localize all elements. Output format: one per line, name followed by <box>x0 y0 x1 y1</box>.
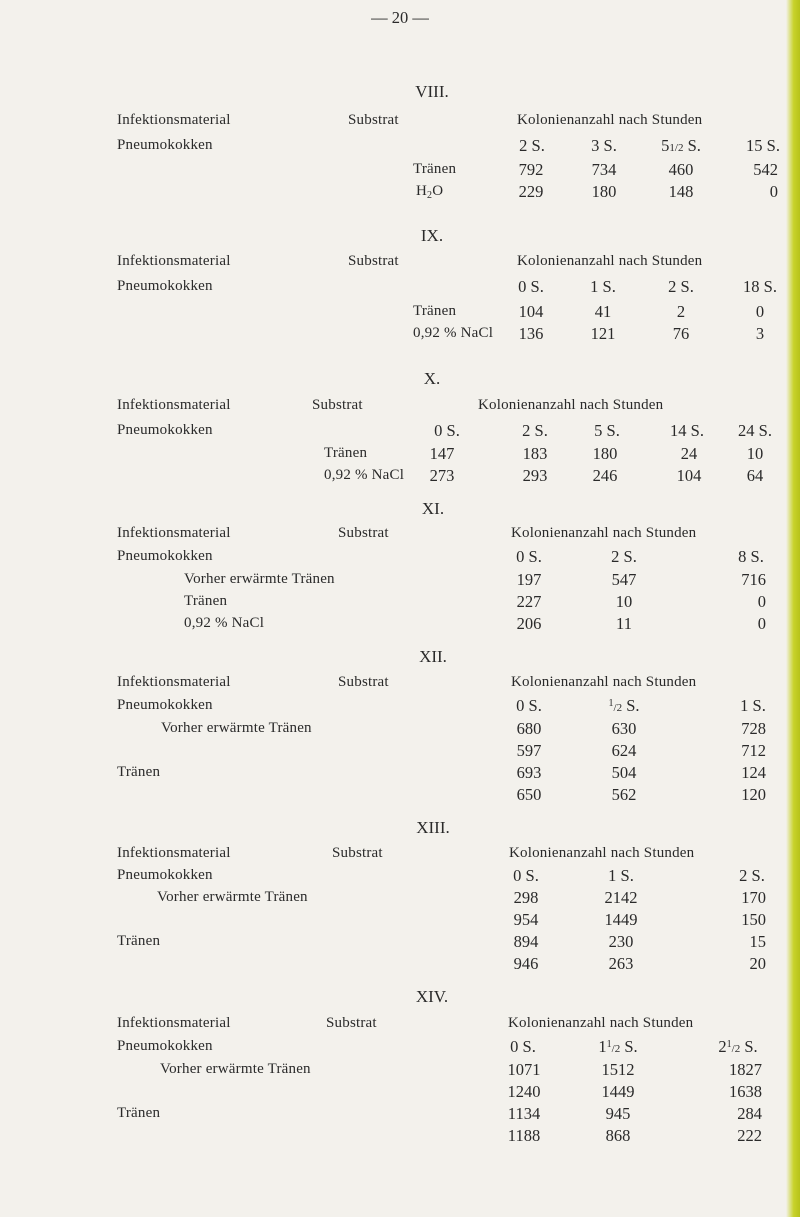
header-substrat: Substrat <box>348 253 399 269</box>
hour-header: 0 S. <box>510 1037 536 1056</box>
substrat-cell: Tränen <box>324 445 368 461</box>
value-cell: 293 <box>522 466 548 485</box>
page-edge <box>786 0 800 1217</box>
page-number: — 20 — <box>371 8 429 27</box>
value-cell: 298 <box>513 888 539 907</box>
header-infektionsmaterial: Infektionsmaterial <box>117 845 231 861</box>
value-cell: 11 <box>616 614 632 633</box>
substrat-cell: Tränen <box>184 593 228 609</box>
hour-header: 0 S. <box>513 866 539 885</box>
hour-header: 0 S. <box>434 421 460 440</box>
substrat-cell: $H_2O$ <box>416 183 444 201</box>
value-cell: 1638 <box>729 1082 762 1101</box>
value-cell: 273 <box>429 466 455 485</box>
value-cell: 206 <box>516 614 542 633</box>
hour-header: 1 S. <box>740 696 766 715</box>
table-title: VIII. <box>415 82 449 101</box>
pneumokokken-label: Pneumokokken <box>117 1038 213 1054</box>
substrat-cell: 0,92 % NaCl <box>184 615 265 631</box>
value-cell: 10 <box>746 444 764 463</box>
value-cell: 716 <box>741 570 766 589</box>
header-infektionsmaterial: Infektionsmaterial <box>117 397 231 413</box>
pneumokokken-label: Pneumokokken <box>117 867 213 883</box>
value-cell: 3 <box>755 324 765 343</box>
value-cell: 136 <box>518 324 544 343</box>
pneumokokken-label: Pneumokokken <box>117 278 213 294</box>
hour-header: 1 S. <box>608 866 634 885</box>
value-cell: 1512 <box>601 1060 635 1079</box>
value-cell: 728 <box>741 719 766 738</box>
value-cell: 170 <box>741 888 766 907</box>
substrat-cell: Tränen <box>117 764 161 780</box>
value-cell: 1449 <box>601 1082 635 1101</box>
value-cell: 0 <box>757 592 766 611</box>
value-cell: 1827 <box>729 1060 762 1079</box>
header-kolonienanzahl: Kolonienanzahl nach Stunden <box>517 253 703 269</box>
substrat-cell: 0,92 % NaCl <box>413 325 494 341</box>
value-cell: 547 <box>611 570 637 589</box>
substrat-cell: Vorher erwärmte Tränen <box>161 720 312 736</box>
value-cell: 41 <box>594 302 612 321</box>
substrat-cell: Vorher erwärmte Tränen <box>160 1061 311 1077</box>
hour-header: 3 S. <box>591 136 617 155</box>
value-cell: 693 <box>516 763 542 782</box>
value-cell: 0 <box>757 614 766 633</box>
header-kolonienanzahl: Kolonienanzahl nach Stunden <box>511 525 697 541</box>
header-kolonienanzahl: Kolonienanzahl nach Stunden <box>509 845 695 861</box>
value-cell: 121 <box>590 324 616 343</box>
value-cell: 229 <box>518 182 544 201</box>
value-cell: 954 <box>513 910 539 929</box>
table-title: XIV. <box>415 987 449 1006</box>
hour-header: 1 S. <box>590 277 616 296</box>
hour-header: 2 S. <box>519 136 545 155</box>
header-substrat: Substrat <box>326 1015 377 1031</box>
hour-header: 2 S. <box>739 866 765 885</box>
value-cell: 147 <box>429 444 455 463</box>
pneumokokken-label: Pneumokokken <box>117 697 213 713</box>
value-cell: 230 <box>608 932 634 951</box>
header-substrat: Substrat <box>332 845 383 861</box>
header-kolonienanzahl: Kolonienanzahl nach Stunden <box>517 112 703 128</box>
value-cell: 148 <box>668 182 694 201</box>
value-cell: 104 <box>518 302 544 321</box>
hour-header: 21/2 S. <box>718 1037 758 1056</box>
hour-header: 51/2 S. <box>661 136 701 155</box>
value-cell: 680 <box>516 719 542 738</box>
substrat-cell: Tränen <box>413 303 457 319</box>
value-cell: 624 <box>611 741 637 760</box>
header-substrat: Substrat <box>348 112 399 128</box>
value-cell: 460 <box>668 160 694 179</box>
value-cell: 542 <box>753 160 778 179</box>
value-cell: 0 <box>755 302 765 321</box>
hour-header: 5 S. <box>594 421 620 440</box>
table-title: XIII. <box>416 818 450 837</box>
value-cell: 20 <box>749 954 766 973</box>
header-infektionsmaterial: Infektionsmaterial <box>117 1015 231 1031</box>
value-cell: 2 <box>676 302 686 321</box>
hour-header: 8 S. <box>738 547 764 566</box>
value-cell: 945 <box>605 1104 631 1123</box>
substrat-cell: Tränen <box>117 933 161 949</box>
header-kolonienanzahl: Kolonienanzahl nach Stunden <box>511 674 697 690</box>
value-cell: 263 <box>608 954 634 973</box>
value-cell: 183 <box>522 444 548 463</box>
value-cell: 24 <box>680 444 698 463</box>
header-substrat: Substrat <box>338 674 389 690</box>
substrat-cell: Vorher erwärmte Tränen <box>184 571 335 587</box>
value-cell: 630 <box>611 719 637 738</box>
hour-header: 2 S. <box>522 421 548 440</box>
header-infektionsmaterial: Infektionsmaterial <box>117 253 231 269</box>
hour-header: 0 S. <box>516 547 542 566</box>
value-cell: 1449 <box>604 910 638 929</box>
table-title: IX. <box>420 226 444 245</box>
value-cell: 562 <box>611 785 637 804</box>
header-infektionsmaterial: Infektionsmaterial <box>117 674 231 690</box>
value-cell: 1134 <box>507 1104 541 1123</box>
value-cell: 712 <box>741 741 766 760</box>
value-cell: 1071 <box>507 1060 541 1079</box>
value-cell: 504 <box>611 763 637 782</box>
hour-header: 15 S. <box>746 136 780 155</box>
substrat-cell: Tränen <box>117 1105 161 1121</box>
table-title: XI. <box>421 499 445 518</box>
value-cell: 15 <box>749 932 766 951</box>
value-cell: 946 <box>513 954 539 973</box>
value-cell: 0 <box>769 182 778 201</box>
value-cell: 284 <box>737 1104 762 1123</box>
value-cell: 64 <box>746 466 764 485</box>
value-cell: 180 <box>592 444 618 463</box>
pneumokokken-label: Pneumokokken <box>117 137 213 153</box>
value-cell: 1188 <box>507 1126 541 1145</box>
value-cell: 650 <box>516 785 542 804</box>
substrat-cell: Vorher erwärmte Tränen <box>157 889 308 905</box>
value-cell: 76 <box>672 324 690 343</box>
value-cell: 597 <box>516 741 542 760</box>
hour-header: 1/2 S. <box>608 696 640 715</box>
value-cell: 2142 <box>604 888 638 907</box>
hour-header: 18 S. <box>743 277 777 296</box>
value-cell: 180 <box>591 182 617 201</box>
substrat-cell: 0,92 % NaCl <box>324 467 405 483</box>
hour-header: 11/2 S. <box>598 1037 638 1056</box>
value-cell: 246 <box>592 466 618 485</box>
header-infektionsmaterial: Infektionsmaterial <box>117 112 231 128</box>
table-title: XII. <box>419 647 447 666</box>
value-cell: 227 <box>516 592 542 611</box>
pneumokokken-label: Pneumokokken <box>117 422 213 438</box>
value-cell: 197 <box>516 570 542 589</box>
value-cell: 150 <box>741 910 766 929</box>
header-kolonienanzahl: Kolonienanzahl nach Stunden <box>478 397 664 413</box>
value-cell: 124 <box>741 763 766 782</box>
header-substrat: Substrat <box>312 397 363 413</box>
table-title: X. <box>423 369 441 388</box>
value-cell: 120 <box>741 785 766 804</box>
value-cell: 104 <box>676 466 702 485</box>
value-cell: 868 <box>605 1126 631 1145</box>
value-cell: 10 <box>615 592 633 611</box>
hour-header: 14 S. <box>670 421 704 440</box>
hour-header: 24 S. <box>738 421 772 440</box>
hour-header: 0 S. <box>516 696 542 715</box>
hour-header: 2 S. <box>668 277 694 296</box>
header-infektionsmaterial: Infektionsmaterial <box>117 525 231 541</box>
substrat-cell: Tränen <box>413 161 457 177</box>
hour-header: 0 S. <box>518 277 544 296</box>
header-kolonienanzahl: Kolonienanzahl nach Stunden <box>508 1015 694 1031</box>
hour-header: 2 S. <box>611 547 637 566</box>
value-cell: 894 <box>513 932 539 951</box>
pneumokokken-label: Pneumokokken <box>117 548 213 564</box>
value-cell: 792 <box>518 160 544 179</box>
value-cell: 222 <box>737 1126 762 1145</box>
header-substrat: Substrat <box>338 525 389 541</box>
value-cell: 734 <box>591 160 617 179</box>
value-cell: 1240 <box>507 1082 541 1101</box>
